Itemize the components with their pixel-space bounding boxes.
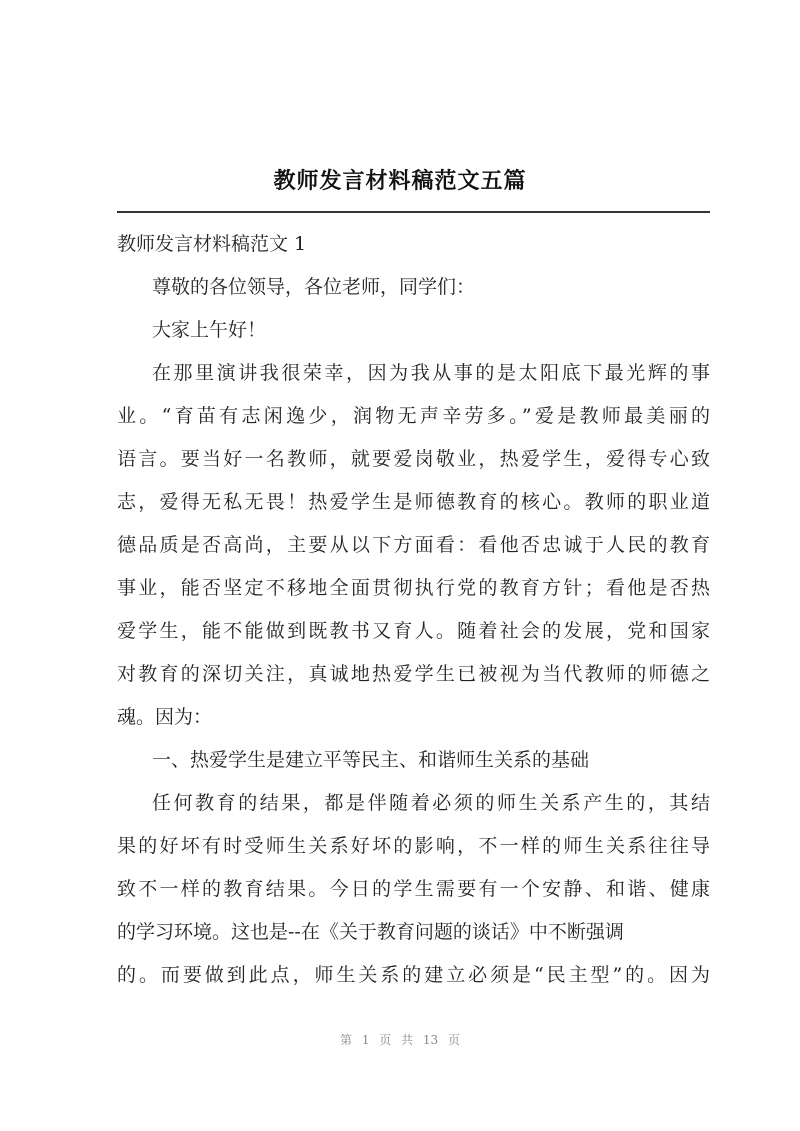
title-divider [117,211,710,213]
paragraph-line: 尊敬的各位领导，各位老师，同学们： [152,276,476,298]
paragraph-line: 事业，能否坚定不移地全面贯彻执行党的教育方针；看他是否热 [117,577,710,599]
page-footer: 第 1 页 共 13 页 [340,1033,460,1047]
paragraph-line: 魂。因为： [117,706,213,728]
paragraph-line: 德品质是否高尚，主要从以下方面看：看他否忠诚于人民的教育 [117,534,710,556]
paragraph-line: 对教育的深切关注，真诚地热爱学生已被视为当代教师的师德之 [117,663,710,685]
paragraph-line: 在那里演讲我很荣幸，因为我从事的是太阳底下最光辉的事 [152,362,710,384]
paragraph-line: 任何教育的结果，都是伴随着必须的师生关系产生的，其结 [152,792,710,814]
paragraph-line: 的。而要做到此点，师生关系的建立必须是“民主型”的。因为 [117,964,710,986]
paragraph-line: 致不一样的教育结果。今日的学生需要有一个安静、和谐、健康 [117,878,710,900]
paragraph-line: 一、热爱学生是建立平等民主、和谐师生关系的基础 [152,749,590,771]
paragraph-line: 业。“育苗有志闲逸少，润物无声辛劳多。”爱是教师最美丽的 [117,405,710,427]
document-title: 教师发言材料稿范文五篇 [273,168,527,194]
paragraph-line: 果的好坏有时受师生关系好坏的影响，不一样的师生关系往往导 [117,835,710,857]
paragraph-line: 爱学生，能不能做到既教书又育人。随着社会的发展，党和国家 [117,620,710,642]
paragraph-line: 志，爱得无私无畏！热爱学生是师德教育的核心。教师的职业道 [117,491,710,513]
paragraph-line: 的学习环境。这也是--在《关于教育问题的谈话》中不断强调 [117,921,624,943]
paragraph-line: 语言。要当好一名教师，就要爱岗敬业，热爱学生，爱得专心致 [117,448,710,470]
section-heading: 教师发言材料稿范文 1 [117,233,307,255]
paragraph-line: 大家上午好！ [152,319,267,341]
